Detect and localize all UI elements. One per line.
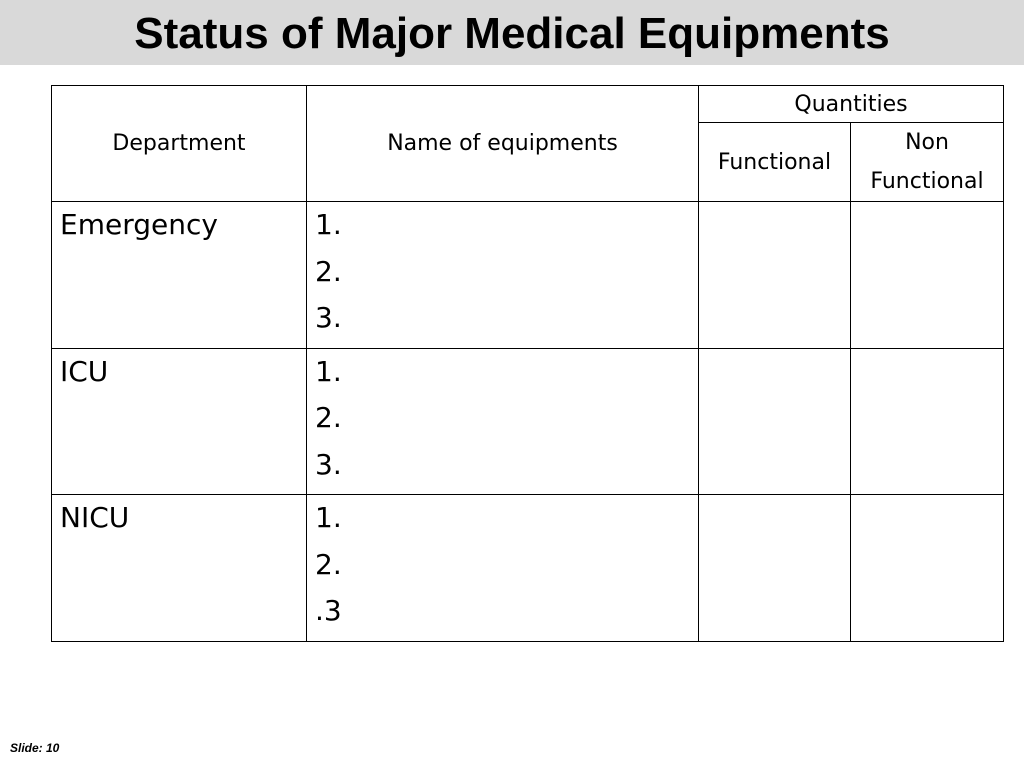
header-name-of-equipments: Name of equipments [307,86,699,202]
table-row-icu [52,348,1004,495]
table-header-row [52,86,1004,123]
equipment-item: 2. [315,401,342,434]
equipment-item: 1. [315,501,342,534]
slide-title: Status of Major Medical Equipments [134,9,890,58]
equipment-list-cell [307,348,699,495]
header-quantities: Quantities [699,86,1004,123]
functional-cell [699,202,851,349]
department-cell: Emergency [52,202,307,349]
equipment-item: 2. [315,254,342,288]
header-functional: Functional [699,123,851,202]
functional-cell [699,348,851,495]
equipment-list-cell [307,495,699,642]
equipment-item: 3. [315,447,342,481]
non-functional-cell [851,348,1004,495]
table-row-nicu [52,495,1004,642]
header-non-functional [851,123,1004,202]
header-department: Department [52,86,307,202]
slide-number: Slide: 10 [10,741,60,755]
equipment-item: 1. [315,208,342,241]
non-functional-cell [851,202,1004,349]
department-cell: NICU [52,495,307,642]
department-cell: ICU [52,348,307,495]
functional-cell [699,495,851,642]
equipment-item: 1. [315,354,342,388]
equipment-status-table [51,85,1004,642]
equipment-item: 2. [315,547,342,581]
equipment-list-cell [307,202,699,349]
table-row-emergency [52,202,1004,349]
non-functional-cell [851,495,1004,642]
header-non-functional-line1: Non [905,130,949,155]
header-non-functional-line2: Functional [870,169,984,194]
equipment-item: 3. [315,301,342,334]
equipment-item: .3 [315,594,342,627]
